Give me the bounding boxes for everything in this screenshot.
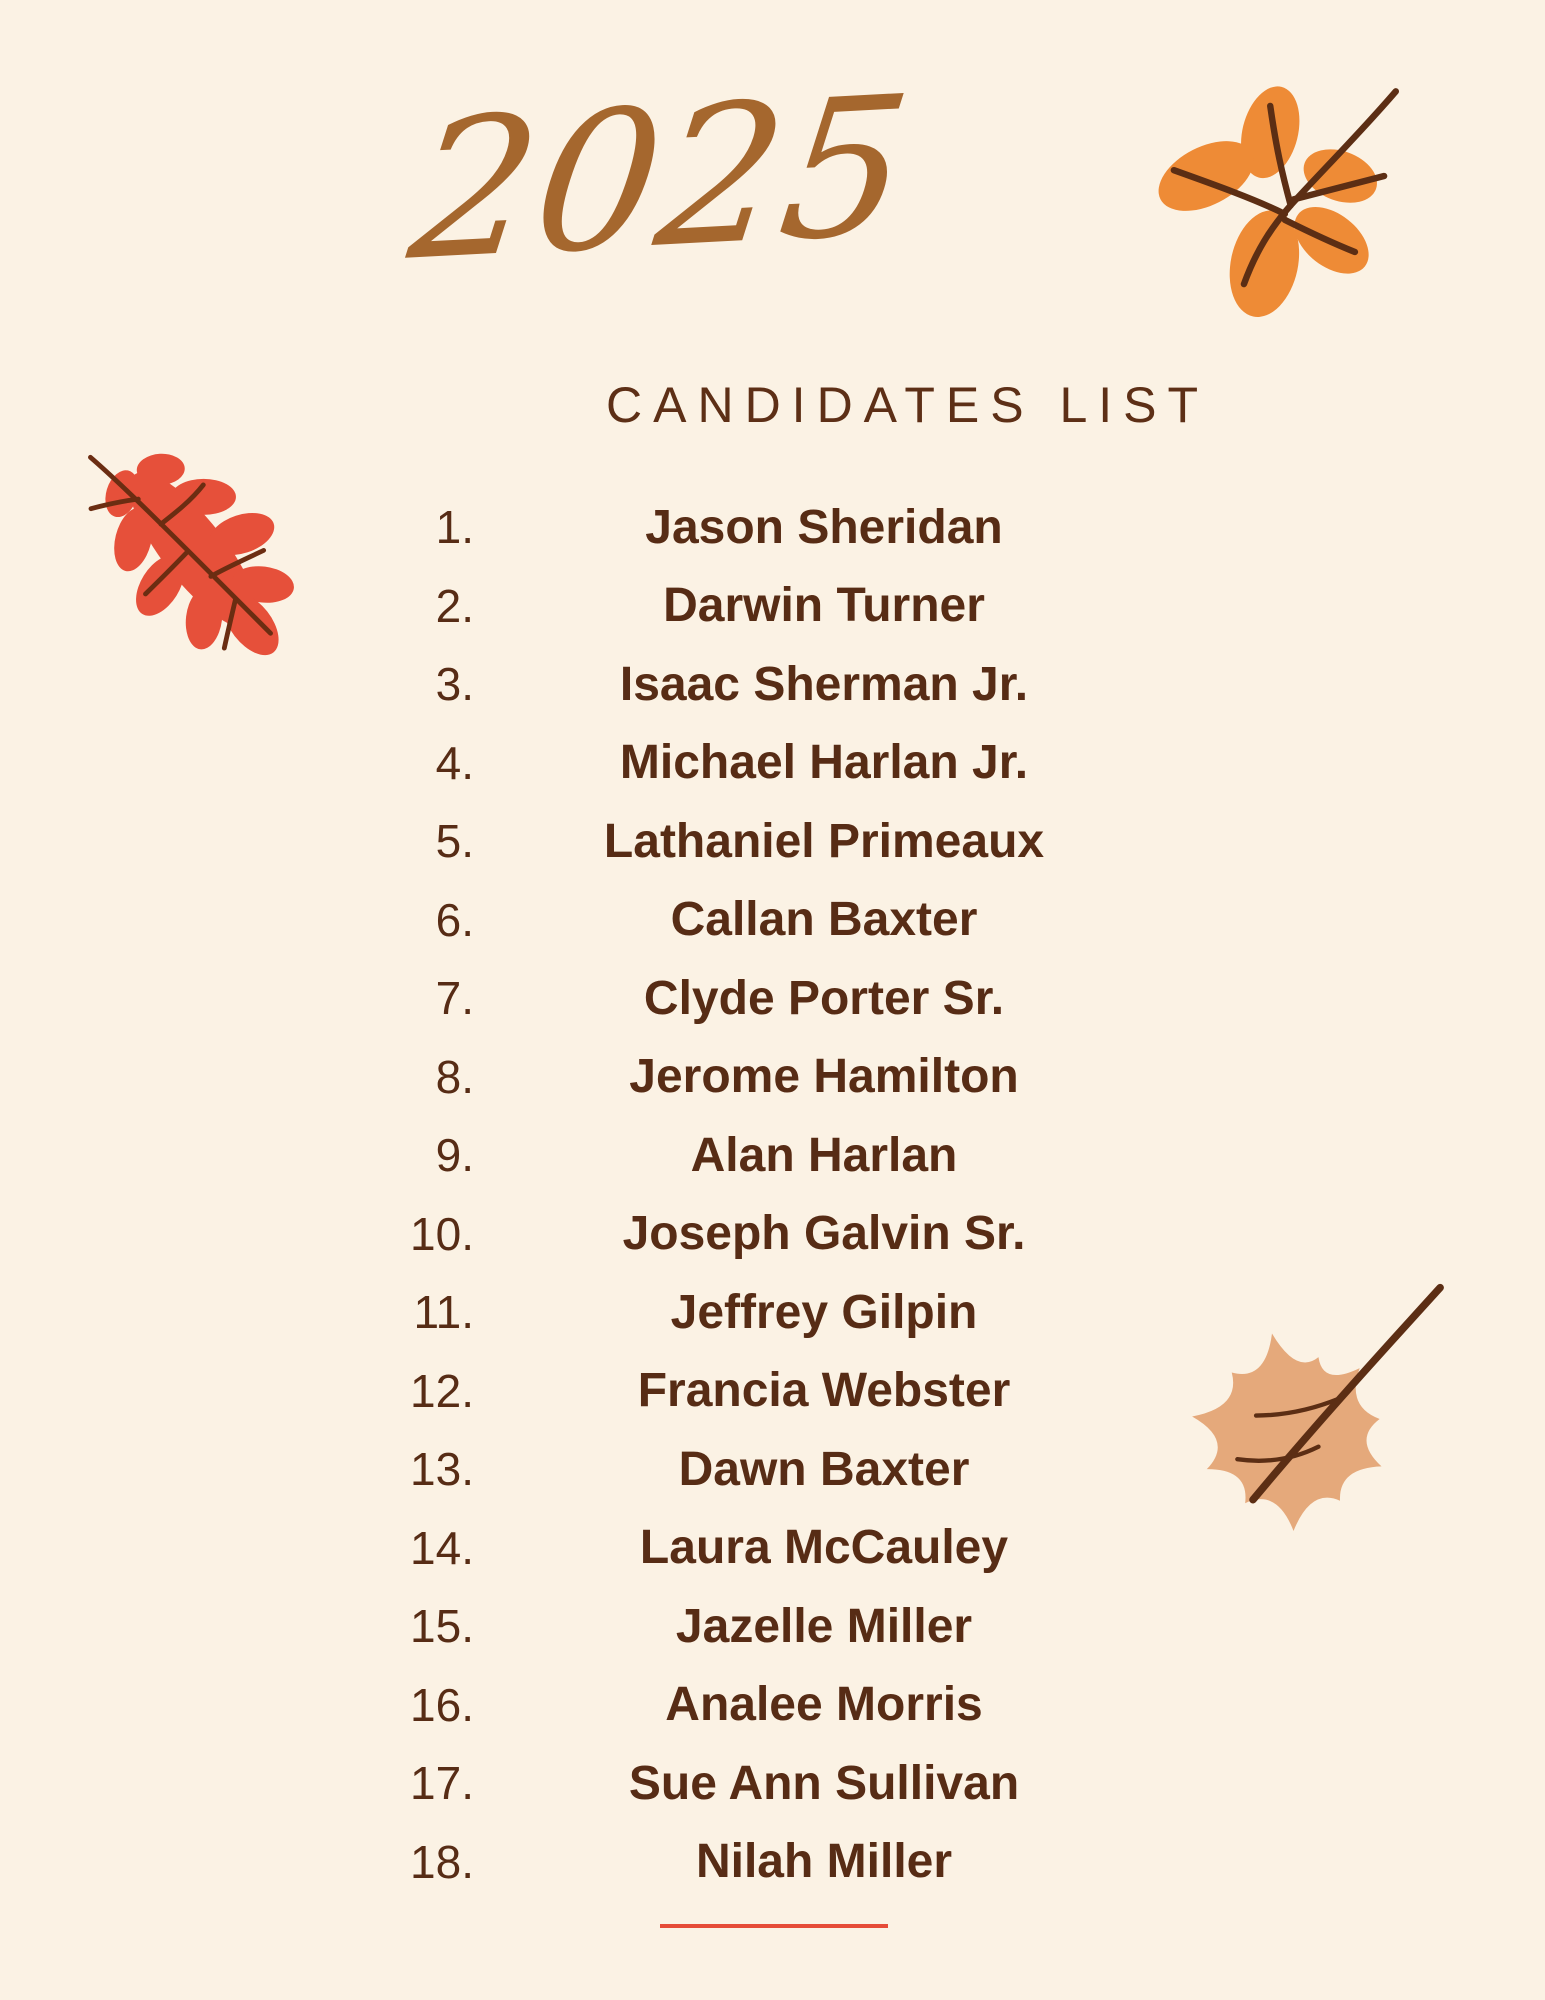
red-oak-leaf-icon [78, 412, 318, 700]
list-item [340, 802, 1174, 881]
item-number: 15. [410, 1600, 474, 1653]
item-number: 6. [435, 893, 474, 946]
candidate-name: Jeffrey Gilpin [670, 1285, 978, 1339]
item-number: 18. [410, 1835, 474, 1888]
list-item [340, 1430, 1174, 1509]
candidate-name: Laura McCauley [639, 1521, 1009, 1575]
candidate-name: Clyde Porter Sr. [643, 971, 1005, 1025]
item-number: 17. [410, 1757, 474, 1810]
list-item [340, 645, 1174, 724]
list-item [340, 1038, 1174, 1117]
list-item [340, 959, 1174, 1038]
list-item [340, 1587, 1174, 1666]
year-title: 2025 [400, 55, 921, 304]
list-item [340, 567, 1174, 646]
item-number: 8. [435, 1050, 474, 1103]
candidate-name: Joseph Galvin Sr. [622, 1207, 1026, 1261]
candidate-name: Jazelle Miller [675, 1599, 973, 1653]
candidate-name: Jason Sheridan [645, 500, 1003, 554]
candidate-name: Nilah Miller [695, 1835, 953, 1889]
item-number: 5. [435, 815, 474, 868]
item-number: 12. [410, 1364, 474, 1417]
candidate-name: Sue Ann Sullivan [628, 1756, 1020, 1810]
candidate-name: Analee Morris [665, 1678, 983, 1732]
item-number: 14. [410, 1521, 474, 1574]
item-number: 11. [413, 1286, 474, 1339]
item-number: 3. [435, 658, 474, 711]
bottom-divider [660, 1924, 888, 1928]
candidate-name: Isaac Sherman Jr. [619, 657, 1029, 711]
candidate-name: Lathaniel Primeaux [603, 814, 1045, 868]
list-item [340, 1744, 1174, 1823]
item-number: 2. [435, 579, 474, 632]
candidate-name: Jerome Hamilton [629, 1050, 1019, 1104]
candidate-name: Michael Harlan Jr. [619, 736, 1029, 790]
list-item [340, 881, 1174, 960]
item-number: 1. [435, 501, 474, 554]
list-item [340, 1666, 1174, 1745]
candidate-name: Alan Harlan [690, 1128, 958, 1182]
subtitle: CANDIDATES LIST [606, 377, 1210, 433]
list-item [340, 724, 1174, 803]
candidate-name: Darwin Turner [663, 579, 985, 633]
item-number: 13. [410, 1443, 474, 1496]
item-number: 7. [435, 972, 474, 1025]
item-number: 16. [410, 1678, 474, 1731]
list-item [340, 488, 1174, 567]
list-item [340, 1273, 1174, 1352]
list-item [340, 1116, 1174, 1195]
candidate-name: Callan Baxter [670, 893, 978, 947]
list-item [340, 1509, 1174, 1588]
candidate-name: Francia Webster [637, 1364, 1011, 1418]
orange-leaves-icon [1133, 68, 1425, 360]
item-number: 10. [410, 1207, 474, 1260]
list-item [340, 1352, 1174, 1431]
candidates-list [340, 488, 1174, 1901]
list-item [340, 1823, 1174, 1902]
candidate-name: Dawn Baxter [678, 1442, 970, 1496]
list-item [340, 1195, 1174, 1274]
tan-maple-leaf-icon [1150, 1272, 1462, 1584]
item-number: 4. [435, 736, 474, 789]
item-number: 9. [435, 1129, 474, 1182]
